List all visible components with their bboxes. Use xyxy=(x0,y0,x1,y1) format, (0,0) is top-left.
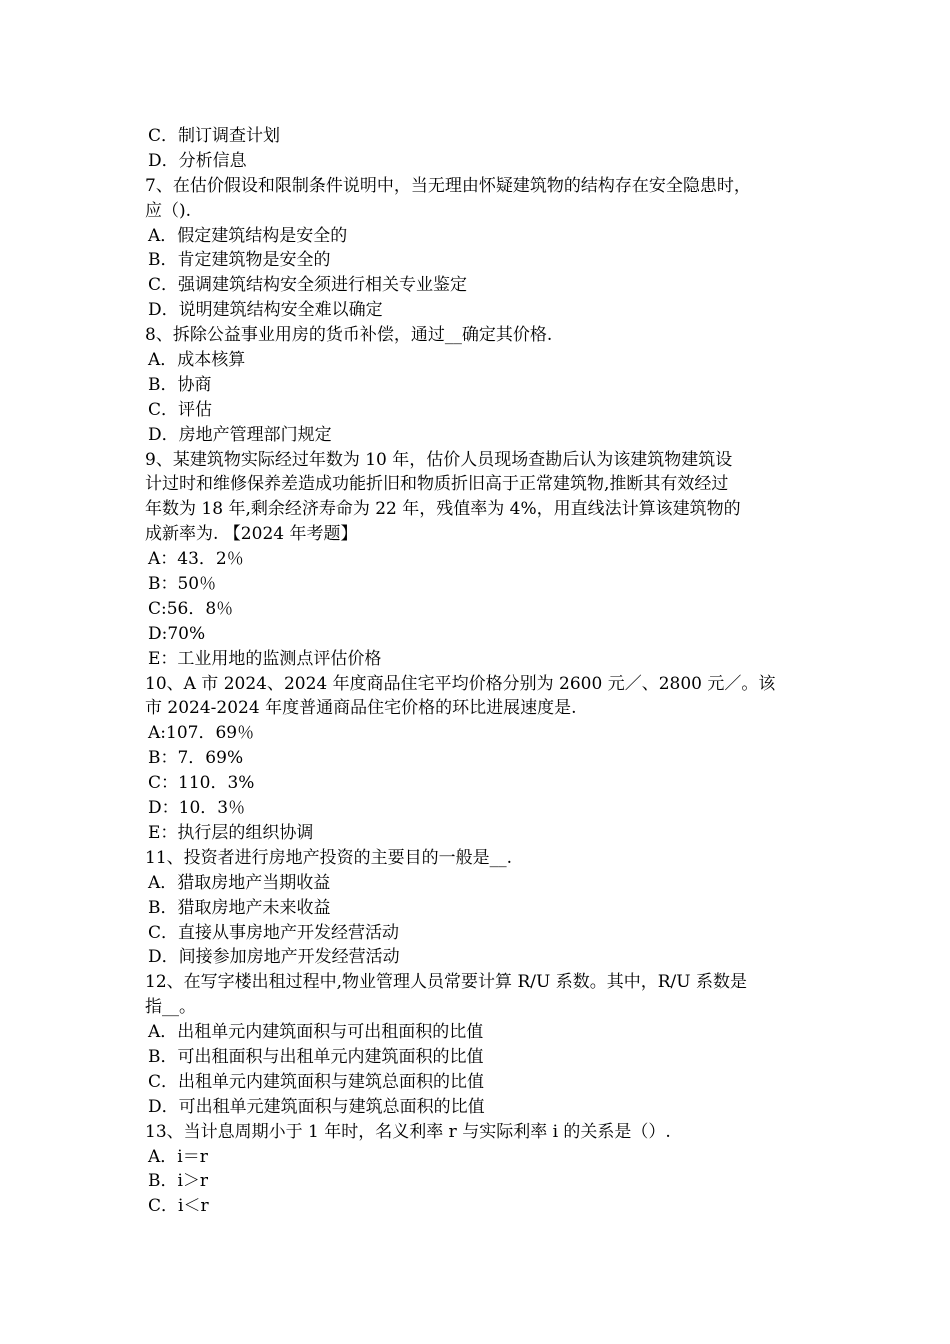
answer-option: D．房地产管理部门规定 xyxy=(148,424,332,445)
answer-option: C．评估 xyxy=(148,399,213,420)
answer-option: C:56．8％ xyxy=(148,598,234,619)
question-text: 11、投资者进行房地产投资的主要目的一般是__. xyxy=(145,847,513,868)
answer-option: D:70% xyxy=(148,623,206,644)
answer-option: B．肯定建筑物是安全的 xyxy=(148,250,331,271)
answer-option: C．出租单元内建筑面积与建筑总面积的比值 xyxy=(148,1071,485,1092)
answer-option: B．协商 xyxy=(148,374,212,395)
answer-option: A:107．69％ xyxy=(148,723,255,744)
answer-option: B．猎取房地产未来收益 xyxy=(148,897,331,918)
question-text: 指__。 xyxy=(145,997,196,1018)
answer-option: B．i＞r xyxy=(148,1171,209,1192)
question-text: 7、在估价假设和限制条件说明中，当无理由怀疑建筑物的结构存在安全隐患时， xyxy=(145,175,751,196)
answer-option: A．假定建筑结构是安全的 xyxy=(148,225,348,246)
answer-option: D：10．3％ xyxy=(148,798,246,819)
answer-option: D．分析信息 xyxy=(148,150,247,171)
answer-option: C．直接从事房地产开发经营活动 xyxy=(148,922,400,943)
question-text: 应（). xyxy=(145,200,192,221)
question-text: 12、在写字楼出租过程中,物业管理人员常要计算 R/U 系数。其中，R/U 系数是 xyxy=(145,972,747,993)
question-text: 市 2024-2024 年度普通商品住宅价格的环比进展速度是. xyxy=(145,698,577,719)
answer-option: A．猎取房地产当期收益 xyxy=(148,872,331,893)
answer-option: B：7．69% xyxy=(148,748,244,769)
answer-option: C：110．3% xyxy=(148,773,255,794)
question-text: 9、某建筑物实际经过年数为 10 年，估价人员现场查勘后认为该建筑物建筑设 xyxy=(145,449,733,470)
answer-option: A．i＝r xyxy=(148,1146,208,1167)
question-text: 10、A 市 2024、2024 年度商品住宅平均价格分别为 2600 元／、2800 元／。该 xyxy=(145,673,776,694)
answer-option: B：50％ xyxy=(148,574,217,595)
document-body xyxy=(145,124,815,1219)
answer-option: D．说明建筑结构安全难以确定 xyxy=(148,300,383,321)
answer-option: A．出租单元内建筑面积与可出租面积的比值 xyxy=(148,1022,484,1043)
answer-option: D．可出租单元建筑面积与建筑总面积的比值 xyxy=(148,1096,485,1117)
question-text: 8、拆除公益事业用房的货币补偿，通过__确定其价格. xyxy=(145,325,553,346)
answer-option: C．i＜r xyxy=(148,1196,209,1217)
question-text: 成新率为. 【2024 年考题】 xyxy=(145,524,358,545)
answer-option: E：执行层的组织协调 xyxy=(148,822,314,843)
answer-option: A：43．2％ xyxy=(148,549,244,570)
answer-option: A．成本核算 xyxy=(148,350,246,371)
answer-option: C．强调建筑结构安全须进行相关专业鉴定 xyxy=(148,275,468,296)
answer-option: E：工业用地的监测点评估价格 xyxy=(148,648,382,669)
answer-option: D．间接参加房地产开发经营活动 xyxy=(148,947,400,968)
question-text: 计过时和维修保养差造成功能折旧和物质折旧高于正常建筑物,推断其有效经过 xyxy=(145,474,729,495)
question-text: 年数为 18 年,剩余经济寿命为 22 年，残值率为 4%，用直线法计算该建筑物的 xyxy=(145,499,741,520)
answer-option: B．可出租面积与出租单元内建筑面积的比值 xyxy=(148,1046,484,1067)
answer-option: C．制订调查计划 xyxy=(148,126,281,146)
question-text: 13、当计息周期小于 1 年时，名义利率 r 与实际利率 i 的关系是（）. xyxy=(145,1121,671,1142)
